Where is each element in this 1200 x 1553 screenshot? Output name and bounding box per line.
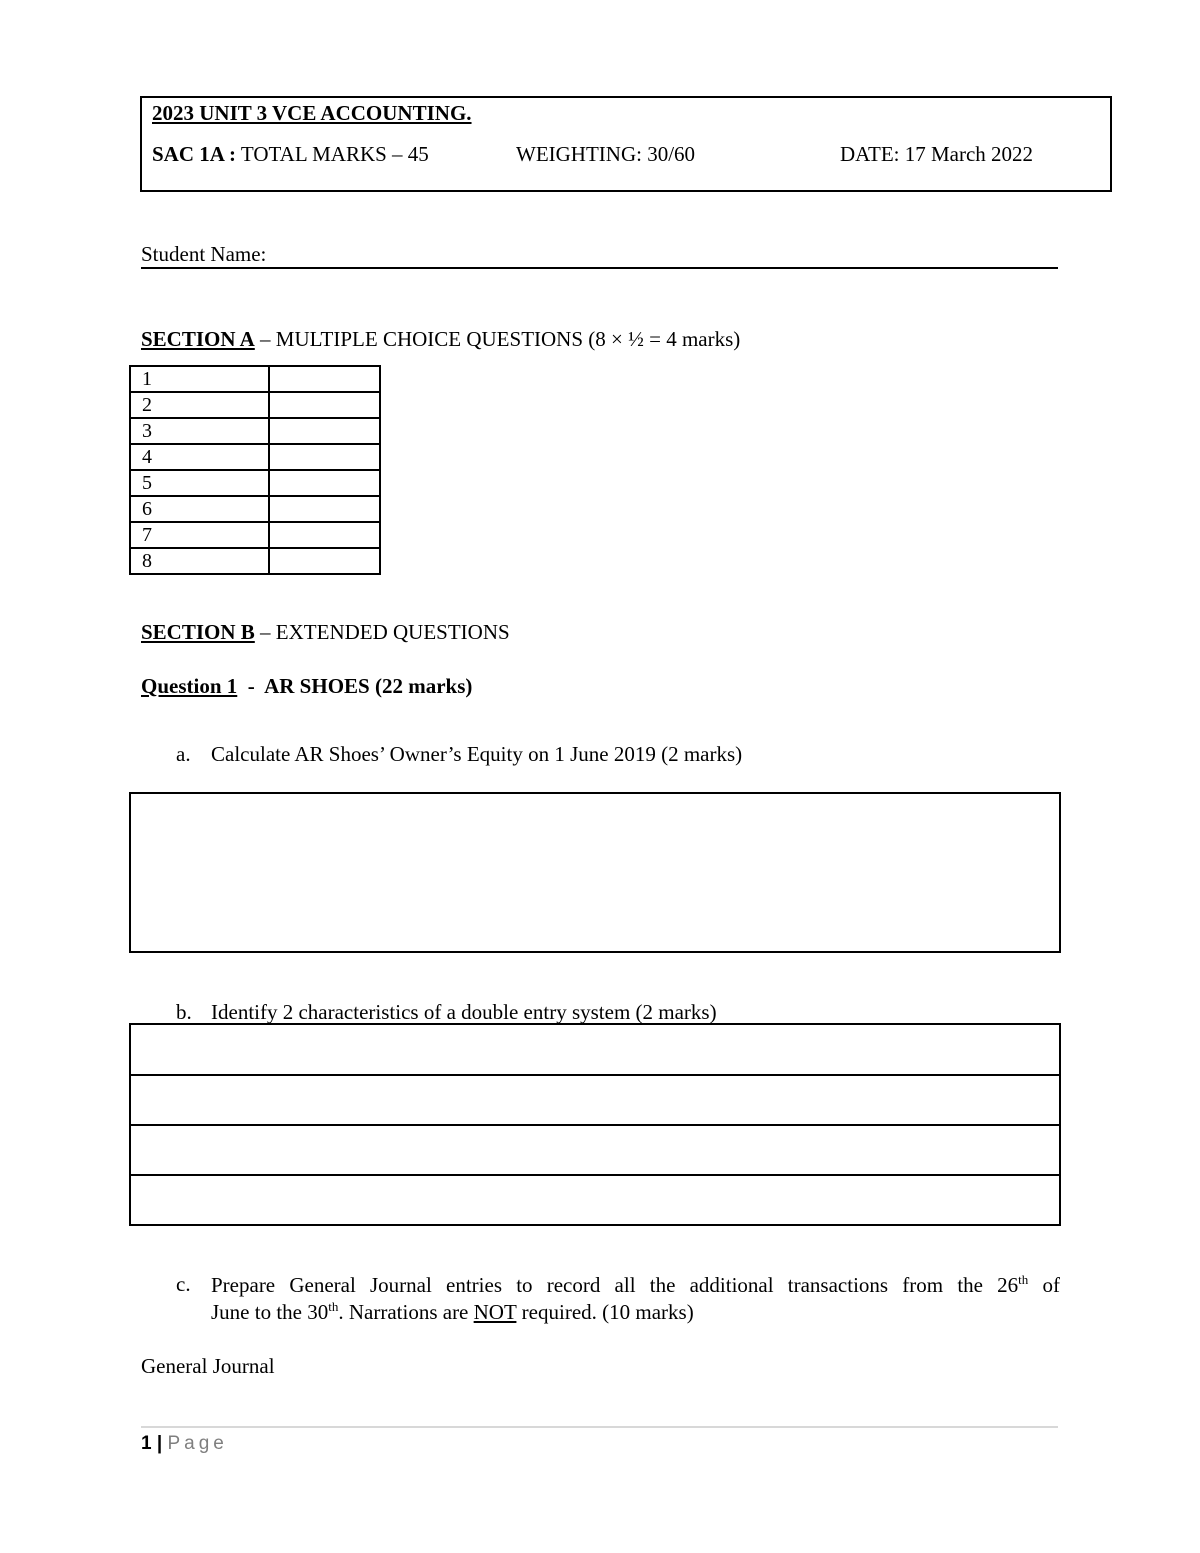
table-row bbox=[130, 418, 380, 444]
part-a-text: Calculate AR Shoes’ Owner’s Equity on 1 June 2019 (2 marks) bbox=[211, 742, 743, 766]
part-c-text: of bbox=[1028, 1273, 1060, 1297]
table-row bbox=[130, 444, 380, 470]
part-c-text: June to the 30 bbox=[211, 1300, 329, 1324]
exam-title: 2023 UNIT 3 VCE ACCOUNTING. bbox=[152, 101, 472, 125]
part-c-text-line-2 bbox=[211, 1299, 694, 1325]
section-b-heading bbox=[141, 620, 510, 645]
mcq-number: 1 bbox=[130, 366, 269, 392]
part-c-text: Prepare General Journal entries to record all the additional transactions from the 26 bbox=[211, 1273, 1019, 1297]
mcq-answer-table bbox=[129, 365, 381, 575]
page-footer bbox=[141, 1433, 228, 1455]
part-c-emphasis: NOT bbox=[473, 1300, 517, 1324]
student-name-label: Student Name: bbox=[141, 242, 267, 266]
mcq-answer-cell[interactable] bbox=[269, 470, 380, 496]
sac-line bbox=[152, 142, 429, 167]
question-1-label: Question 1 bbox=[141, 674, 238, 698]
mcq-answer-cell[interactable] bbox=[269, 366, 380, 392]
mcq-number: 3 bbox=[130, 418, 269, 444]
footer-rule bbox=[141, 1426, 1058, 1428]
footer-separator: | bbox=[151, 1433, 168, 1454]
mcq-answer-cell[interactable] bbox=[269, 392, 380, 418]
table-row bbox=[130, 522, 380, 548]
part-c-text: . Narrations are bbox=[338, 1300, 474, 1324]
part-b-text: Identify 2 characteristics of a double entry system (2 marks) bbox=[211, 1000, 717, 1024]
question-1-heading bbox=[141, 674, 472, 699]
part-c-marker: c. bbox=[176, 1272, 191, 1296]
mcq-answer-cell[interactable] bbox=[269, 496, 380, 522]
part-b-answer-row[interactable] bbox=[129, 1124, 1061, 1176]
sac-label: SAC 1A : bbox=[152, 142, 237, 166]
student-name-line[interactable] bbox=[141, 267, 1058, 269]
part-a-answer-box[interactable] bbox=[129, 792, 1061, 953]
table-row bbox=[130, 366, 380, 392]
mcq-number: 7 bbox=[130, 522, 269, 548]
mcq-number: 2 bbox=[130, 392, 269, 418]
question-1-title: - AR SHOES (22 marks) bbox=[237, 674, 473, 698]
part-a-marker: a. bbox=[176, 742, 191, 766]
part-b-marker: b. bbox=[176, 1000, 192, 1024]
ordinal-suffix: th bbox=[1018, 1272, 1029, 1287]
table-row bbox=[130, 470, 380, 496]
mcq-number: 6 bbox=[130, 496, 269, 522]
mcq-number: 4 bbox=[130, 444, 269, 470]
part-b-answer-row[interactable] bbox=[129, 1174, 1061, 1226]
section-b-title: – EXTENDED QUESTIONS bbox=[254, 620, 510, 644]
weighting: WEIGHTING: 30/60 bbox=[516, 142, 696, 166]
mcq-answer-cell[interactable] bbox=[269, 444, 380, 470]
part-c-text: required. (10 marks) bbox=[516, 1300, 694, 1324]
section-a-heading bbox=[141, 327, 740, 352]
section-b-label: SECTION B bbox=[141, 620, 255, 644]
ordinal-suffix: th bbox=[328, 1299, 339, 1314]
section-a-label: SECTION A bbox=[141, 327, 255, 351]
mcq-answer-cell[interactable] bbox=[269, 522, 380, 548]
part-b-answer-row[interactable] bbox=[129, 1023, 1061, 1076]
general-journal-label: General Journal bbox=[141, 1354, 275, 1378]
mcq-answer-cell[interactable] bbox=[269, 418, 380, 444]
mcq-number: 8 bbox=[130, 548, 269, 574]
mcq-answer-cell[interactable] bbox=[269, 548, 380, 574]
part-b-answer-row[interactable] bbox=[129, 1074, 1061, 1126]
page-word: Page bbox=[167, 1433, 228, 1454]
page-number: 1 bbox=[141, 1433, 152, 1454]
table-row bbox=[130, 392, 380, 418]
table-row bbox=[130, 496, 380, 522]
total-marks: TOTAL MARKS – 45 bbox=[240, 142, 429, 166]
exam-date: DATE: 17 March 2022 bbox=[840, 142, 1034, 166]
part-c-text-line-1 bbox=[211, 1272, 1060, 1298]
mcq-number: 5 bbox=[130, 470, 269, 496]
section-a-title: – MULTIPLE CHOICE QUESTIONS (8 × ½ = 4 marks) bbox=[254, 327, 741, 351]
table-row bbox=[130, 548, 380, 574]
